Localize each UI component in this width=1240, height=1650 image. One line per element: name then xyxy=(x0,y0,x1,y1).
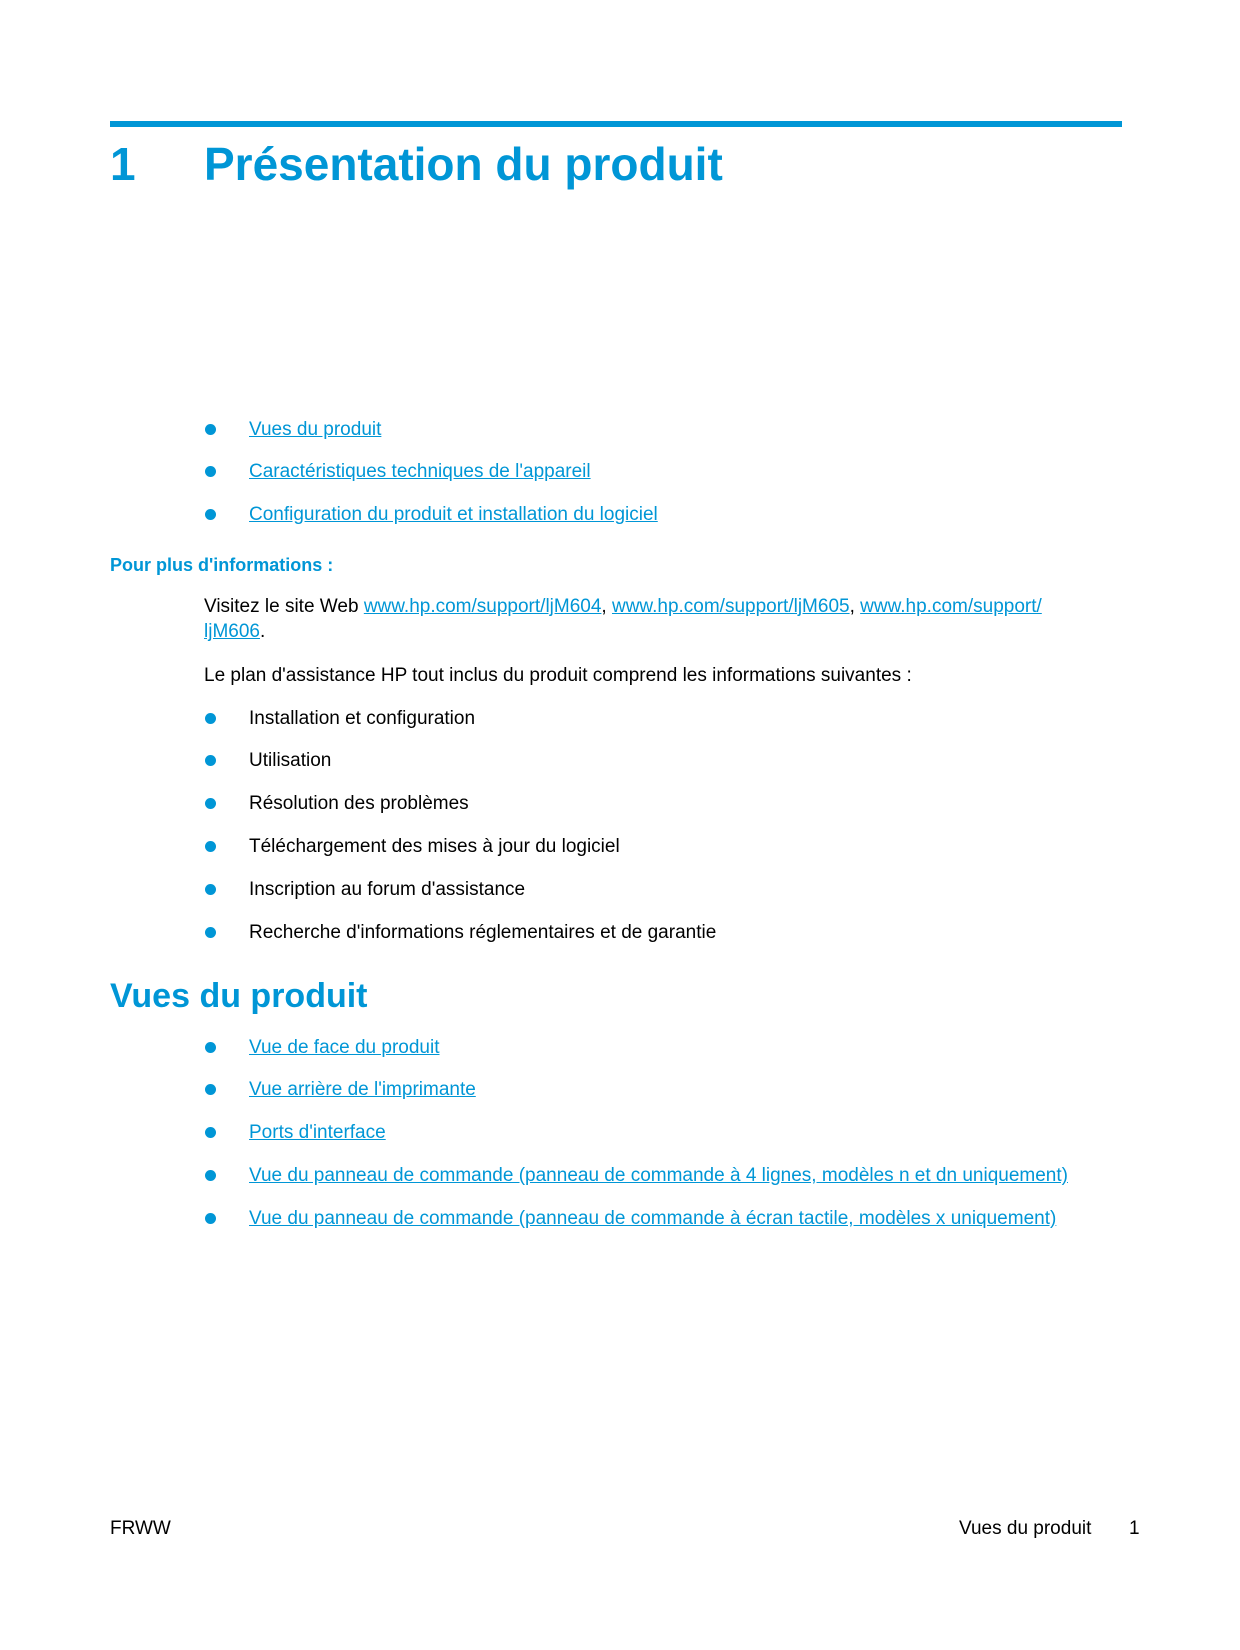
link-panneau-tactile[interactable]: Vue du panneau de commande (panneau de commande à écran tactile, modèles x uniquement) xyxy=(249,1208,1057,1229)
bullet-icon xyxy=(205,927,216,938)
toc-link-vues-du-produit[interactable]: Vues du produit xyxy=(249,419,382,440)
chapter-number: 1 xyxy=(110,138,136,190)
support-item: Téléchargement des mises à jour du logiciel xyxy=(249,836,620,857)
bullet-icon xyxy=(205,713,216,724)
visit-prefix: Visitez le site Web xyxy=(204,596,364,617)
bullet-icon xyxy=(205,755,216,766)
visit-paragraph xyxy=(204,594,1042,644)
support-item: Inscription au forum d'assistance xyxy=(249,879,526,900)
link-vue-de-face[interactable]: Vue de face du produit xyxy=(249,1037,440,1058)
bullet-icon xyxy=(205,466,216,477)
plan-paragraph: Le plan d'assistance HP tout inclus du produit comprend les informations suivantes : xyxy=(204,665,912,686)
bullet-icon xyxy=(205,509,216,520)
support-item: Installation et configuration xyxy=(249,708,476,729)
separator: , xyxy=(849,596,861,617)
bullet-icon xyxy=(205,1170,216,1181)
bullet-icon xyxy=(205,424,216,435)
chapter-title-text: Présentation du produit xyxy=(204,138,723,190)
support-item: Utilisation xyxy=(249,750,332,771)
section-title: Vues du produit xyxy=(110,977,368,1015)
bullet-icon xyxy=(205,841,216,852)
support-item: Recherche d'informations réglementaires et de garantie xyxy=(249,922,717,943)
link-ljm604[interactable]: www.hp.com/support/ljM604 xyxy=(363,596,602,617)
toc-link-caracteristiques[interactable]: Caractéristiques techniques de l'appareil xyxy=(249,461,591,482)
separator: , xyxy=(601,596,612,617)
bullet-icon xyxy=(205,1213,216,1224)
link-ljm605[interactable]: www.hp.com/support/ljM605 xyxy=(611,596,850,617)
page-number: 1 xyxy=(1129,1518,1140,1539)
period: . xyxy=(259,621,266,642)
bullet-icon xyxy=(205,1127,216,1138)
link-ljm606-part1[interactable]: www.hp.com/support/ xyxy=(860,596,1042,617)
footer-left: FRWW xyxy=(110,1518,171,1539)
bullet-icon xyxy=(205,884,216,895)
bullet-icon xyxy=(205,798,216,809)
chapter-title xyxy=(110,138,723,191)
footer-section: Vues du produit xyxy=(959,1518,1092,1539)
bullet-icon xyxy=(205,1042,216,1053)
more-info-heading: Pour plus d'informations : xyxy=(110,555,334,575)
toc-link-configuration[interactable]: Configuration du produit et installation du logiciel xyxy=(249,504,658,525)
support-item: Résolution des problèmes xyxy=(249,793,469,814)
link-ports-interface[interactable]: Ports d'interface xyxy=(249,1122,386,1143)
chapter-rule xyxy=(110,121,1122,127)
bullet-icon xyxy=(205,1084,216,1095)
link-ljm606-part2[interactable]: ljM606 xyxy=(204,621,260,642)
link-panneau-4-lignes[interactable]: Vue du panneau de commande (panneau de commande à 4 lignes, modèles n et dn uniquement) xyxy=(249,1165,1068,1186)
link-vue-arriere[interactable]: Vue arrière de l'imprimante xyxy=(249,1079,476,1100)
